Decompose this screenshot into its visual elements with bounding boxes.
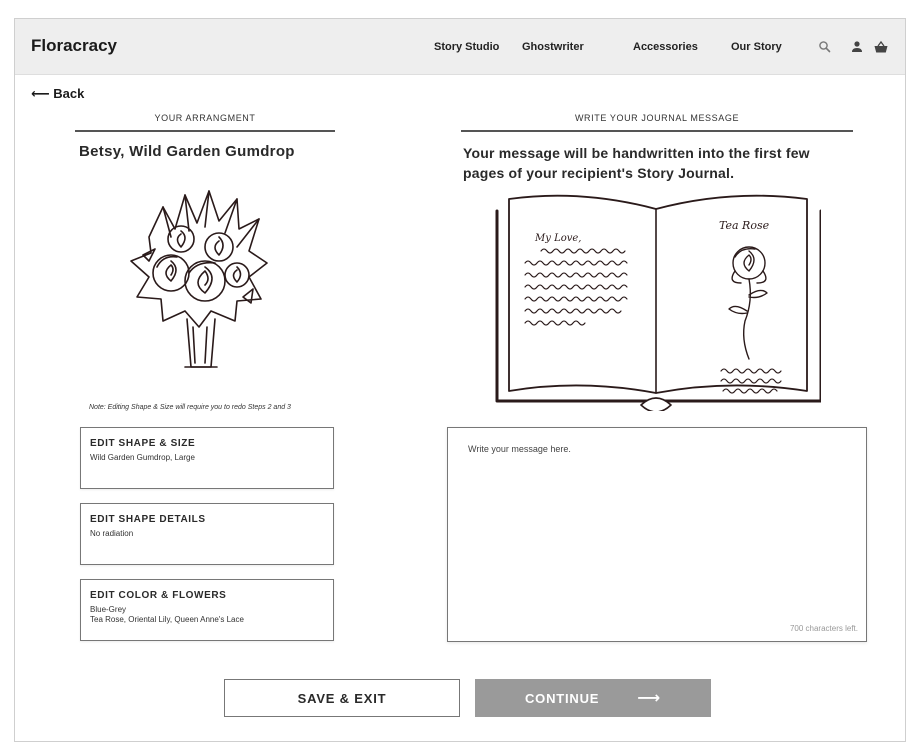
nav-accessories[interactable]: Accessories: [633, 41, 698, 53]
journal-message-input[interactable]: [448, 428, 866, 641]
card-detail: Wild Garden Gumdrop, Large: [90, 453, 195, 462]
nav-our-story[interactable]: Our Story: [731, 41, 782, 53]
edit-shape-size-card[interactable]: [80, 427, 334, 489]
section-divider: [461, 130, 853, 132]
card-detail: Blue-Grey: [90, 605, 127, 614]
edit-color-flowers-card[interactable]: [80, 579, 334, 641]
journal-message-box: [447, 427, 867, 642]
edit-note: Note: Editing Shape & Size will require you to redo Steps 2 and 3: [89, 404, 291, 411]
book-left-title: My Love,: [535, 233, 582, 244]
card-detail: Tea Rose, Oriental Lily, Queen Anne's Lace: [90, 615, 244, 624]
arrow-right-icon: ⟶: [637, 690, 662, 707]
brand-logo[interactable]: Floracracy: [31, 36, 117, 55]
user-icon[interactable]: [849, 39, 865, 55]
arrangement-name: Betsy, Wild Garden Gumdrop: [79, 143, 295, 160]
page-frame: [14, 18, 906, 742]
top-navigation-bar: [15, 19, 905, 75]
book-right-title: Tea Rose: [719, 219, 770, 232]
card-title: EDIT COLOR & FLOWERS: [90, 590, 227, 601]
characters-left-counter: 700 characters left.: [789, 624, 858, 633]
arrangement-section-title: YOUR ARRANGMENT: [154, 113, 256, 123]
card-detail: No radiation: [90, 529, 134, 538]
journal-intro-text: Your message will be handwritten into the first few pages of your recipient's Story Journal.: [463, 145, 810, 181]
continue-label: CONTINUE: [524, 690, 600, 706]
card-title: EDIT SHAPE & SIZE: [90, 438, 196, 449]
story-journal-illustration: [491, 191, 821, 411]
search-icon[interactable]: [817, 39, 833, 55]
section-divider: [75, 130, 335, 132]
back-link[interactable]: ⟵ Back: [31, 86, 85, 101]
journal-section-title: WRITE YOUR JOURNAL MESSAGE: [574, 113, 740, 123]
nav-ghostwriter[interactable]: Ghostwriter: [522, 41, 584, 53]
save-exit-button[interactable]: SAVE & EXIT: [224, 679, 460, 717]
bouquet-illustration: [119, 177, 279, 389]
nav-story-studio[interactable]: Story Studio: [434, 41, 500, 53]
continue-button[interactable]: [475, 679, 711, 717]
edit-shape-details-card[interactable]: [80, 503, 334, 565]
card-title: EDIT SHAPE DETAILS: [90, 514, 206, 525]
basket-icon[interactable]: [873, 39, 889, 55]
